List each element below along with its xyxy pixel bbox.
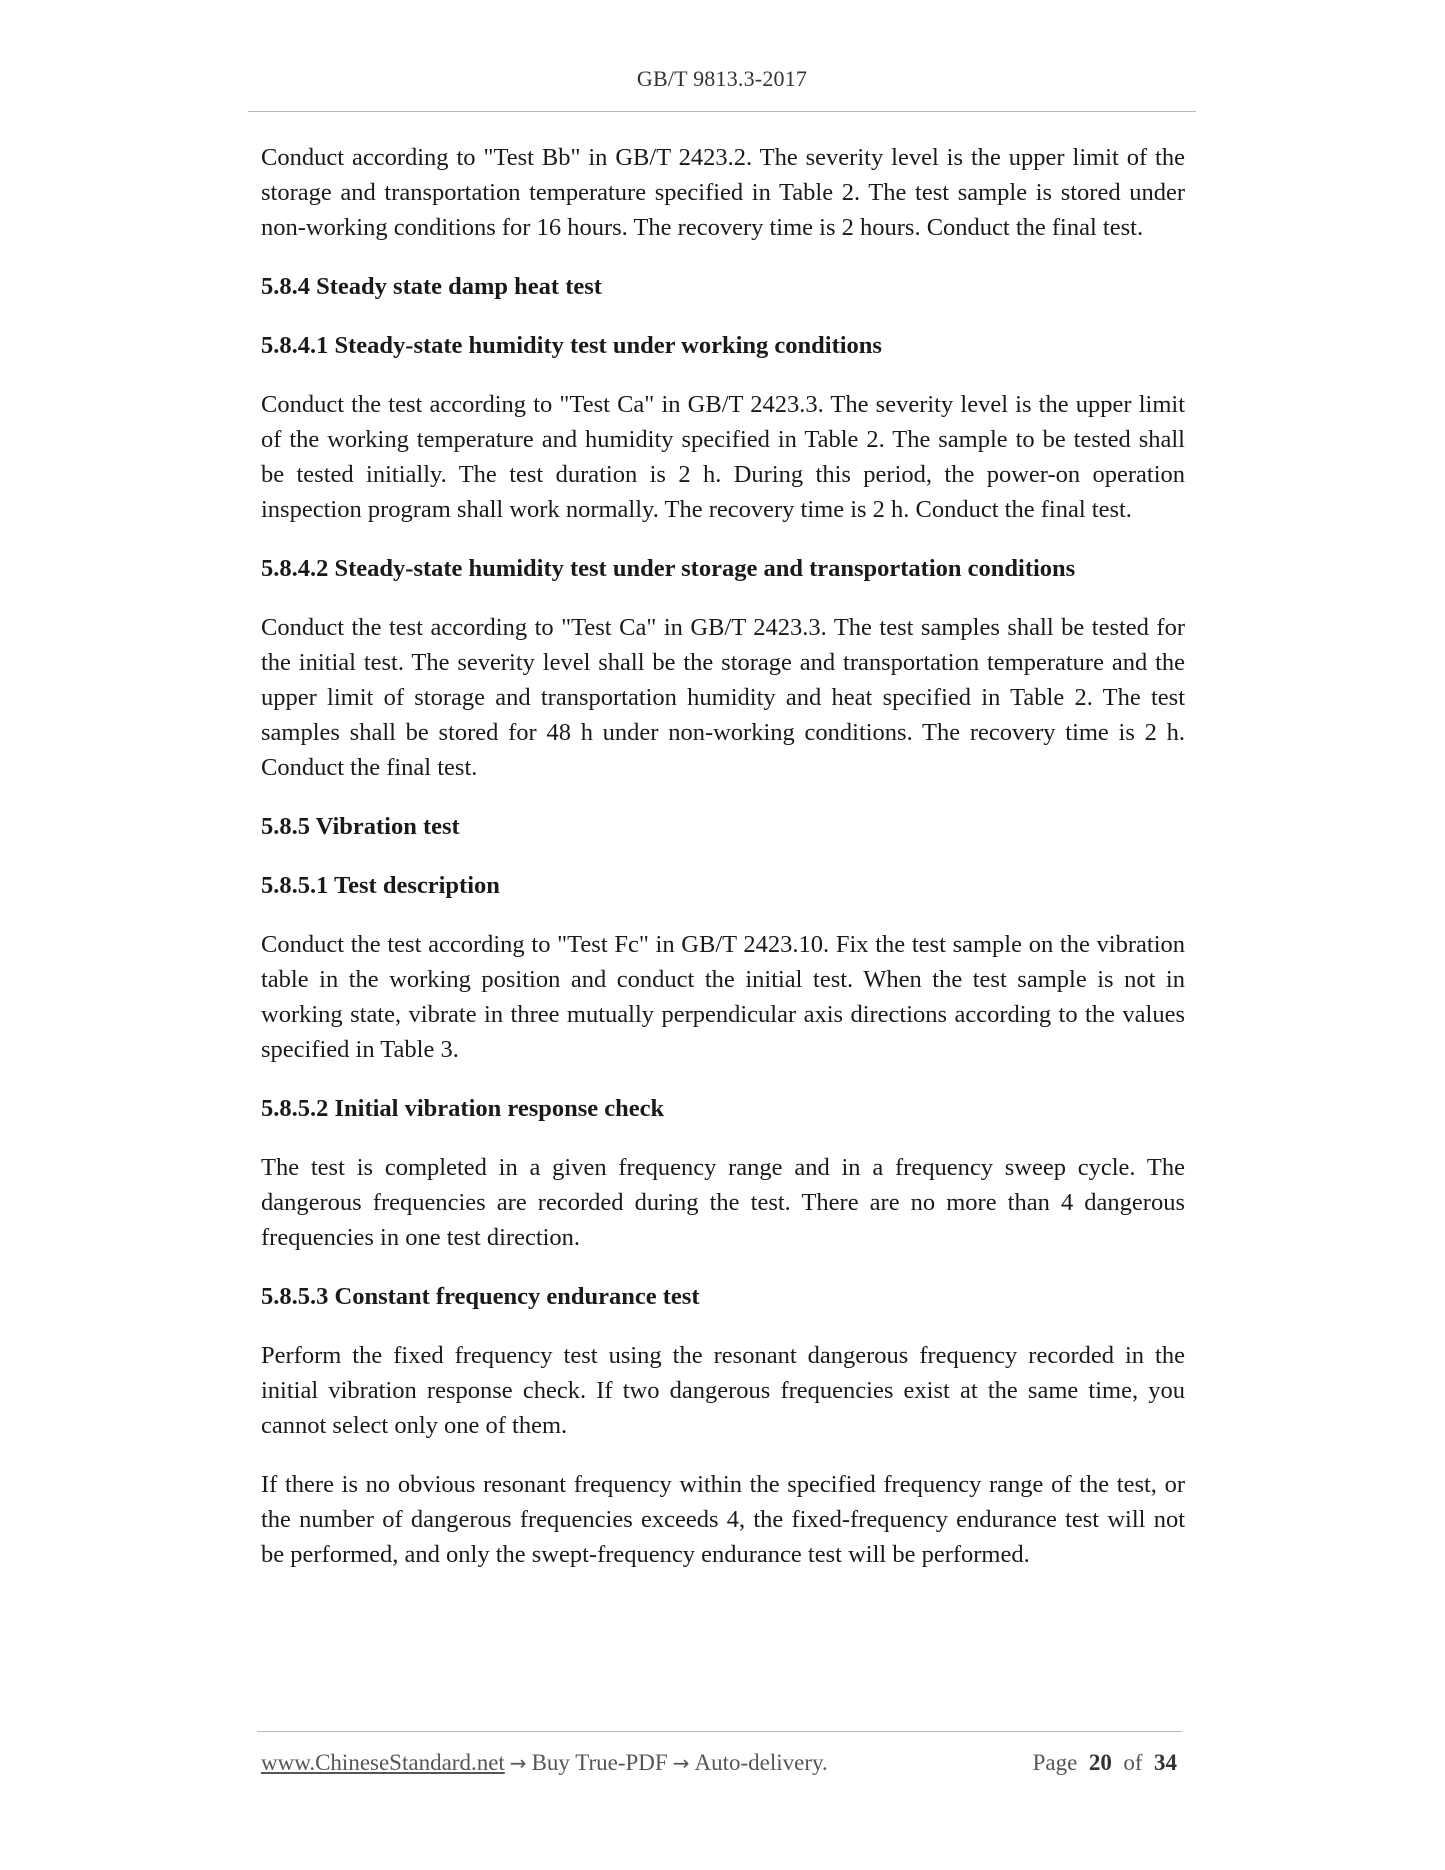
heading-5-8-5: 5.8.5 Vibration test [261, 813, 460, 840]
paragraph-test-description: Conduct the test according to "Test Fc" in GB/T 2423.10. Fix the test sample on the vibration table in the working position and conduct the initial test. When the test sample is not in working state, vibrate in three mutually perpendicular axis directions according to the values specified in Table 3. [261, 931, 1185, 1063]
paragraph-test-bb: Conduct according to "Test Bb" in GB/T 2423.2. The severity level is the upper limit of the storage and transportation temperature specified in Table 2. The test sample is stored under non-working conditions for 16 hours. The recovery time is 2 hours. Conduct the final test. [261, 144, 1185, 241]
page-total: 34 [1154, 1750, 1177, 1775]
document-body [261, 140, 1185, 1596]
footer-promo [261, 1750, 828, 1776]
page-number [1033, 1750, 1177, 1776]
paragraph-fixed-frequency: Perform the fixed frequency test using the resonant dangerous frequency recorded in the initial vibration response check. If two dangerous frequencies exist at the same time, you cannot select only one of them. [261, 1342, 1185, 1439]
heading-5-8-5-2: 5.8.5.2 Initial vibration response check [261, 1095, 665, 1122]
site-link[interactable]: www.ChineseStandard.net [261, 1750, 505, 1775]
auto-delivery-text: Auto-delivery. [694, 1750, 828, 1775]
paragraph-storage-humidity: Conduct the test according to "Test Ca" in GB/T 2423.3. The test samples shall be tested for the initial test. The severity level shall be the storage and transportation temperature and the upper limit of storage and transportation humidity and heat specified in Table 2. The test samples shall be stored for 48 h under non-working conditions. The recovery time is 2 h. Conduct the final test. [261, 614, 1185, 781]
right-arrow-icon: → [672, 1751, 690, 1775]
paragraph-vibration-response: The test is completed in a given frequency range and in a frequency sweep cycle. The dangerous frequencies are recorded during the test. There are no more than 4 dangerous frequencies in one test direction. [261, 1154, 1185, 1251]
paragraph-working-humidity: Conduct the test according to "Test Ca" in GB/T 2423.3. The severity level is the upper limit of the working temperature and humidity specified in Table 2. The sample to be tested shall be tested initially. The test duration is 2 h. During this period, the power-on operation inspection program shall work normally. The recovery time is 2 h. Conduct the final test. [261, 391, 1185, 523]
right-arrow-icon: → [509, 1751, 527, 1775]
heading-5-8-4: 5.8.4 Steady state damp heat test [261, 273, 602, 300]
heading-5-8-5-1: 5.8.5.1 Test description [261, 872, 500, 899]
page-label: Page [1032, 1750, 1078, 1775]
heading-5-8-4-1: 5.8.4.1 Steady-state humidity test under working conditions [261, 332, 882, 359]
page-of-label: of [1123, 1750, 1143, 1775]
header-divider [248, 111, 1196, 112]
footer-divider [257, 1731, 1182, 1732]
document-header-title: GB/T 9813.3-2017 [636, 66, 808, 91]
page-current: 20 [1088, 1750, 1112, 1775]
heading-5-8-4-2: 5.8.4.2 Steady-state humidity test under storage and transportation conditions [261, 555, 1076, 582]
buy-pdf-text: Buy True-PDF [531, 1750, 668, 1775]
paragraph-swept-frequency: If there is no obvious resonant frequency within the specified frequency range of the test, or the number of dangerous frequencies exceeds 4, the fixed-frequency endurance test will not be performed, and only the swept-frequency endurance test will be performed. [261, 1471, 1185, 1568]
heading-5-8-5-3: 5.8.5.3 Constant frequency endurance test [261, 1283, 700, 1310]
